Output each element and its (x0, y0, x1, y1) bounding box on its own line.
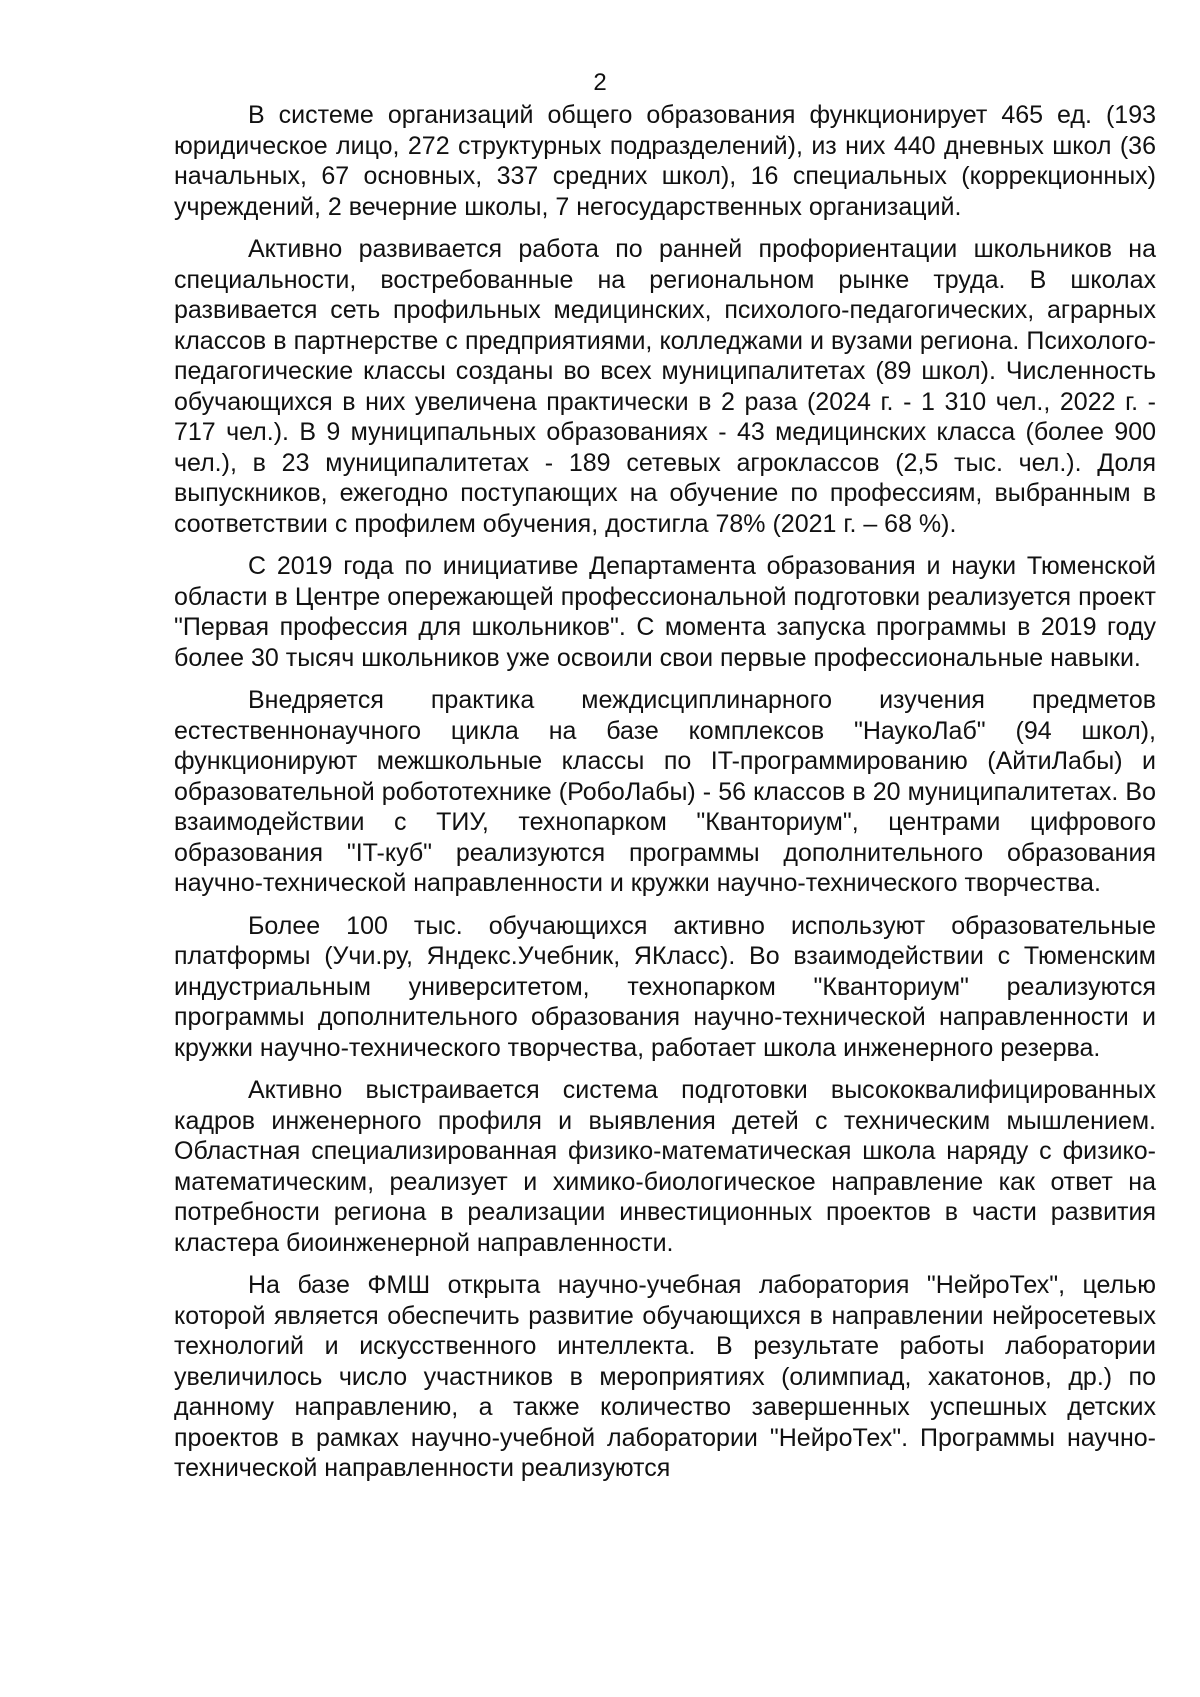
paragraph-platforms: Более 100 тыс. обучающихся активно используют образовательные платформы (Учи.ру, Яндекс.Учебник, ЯКласс). Во взаимодействии с Тюменским индустриальным университетом, технопарком "Кванториум" реализуются программы дополнительного образования научно-технической направленности и кружки научно-технического творчества, работает школа инженерного резерва. (174, 911, 1156, 1062)
paragraph-schools-network: В системе организаций общего образования функционирует 465 ед. (193 юридическое лицо, 272 структурных подразделений), из них 440 дневных школ (36 начальных, 67 основных, 337 средних школ), 16 специальных (коррекционных) учреждений, 2 вечерние школы, 7 негосударственных организаций. (174, 101, 1156, 221)
paragraph-neurotech-lab: На базе ФМШ открыта научно-учебная лаборатория "НейроТех", целью которой является обеспечить развитие обучающихся в направлении нейросетевых технологий и искусственного интеллекта. В результате работы лаборатории увеличилось число участников в мероприятиях (олимпиад, хакатонов, др.) по данному направлению, а также количество завершенных успешных детских проектов в рамках научно-учебной лаборатории "НейроТех". Программы научно-технической направленности реализуются (174, 1271, 1156, 1482)
page-number: 2 (593, 69, 607, 96)
paragraph-interdisciplinary: Внедряется практика междисциплинарного изучения предметов естественнонаучного цикла на базе комплексов "НаукоЛаб" (94 школ), функционируют межшкольные классы по IT-программированию (АйтиЛабы) и образовательной робототехнике (РобоЛабы) - 56 классов в 20 муниципалитетах. Во взаимодействии с ТИУ, технопарком "Кванториум", центрами цифрового образования "IT-куб" реализуются программы дополнительного образования научно-технической направленности и кружки научно-технического творчества. (174, 686, 1156, 897)
paragraph-career-guidance: Активно развивается работа по ранней профориентации школьников на специальности, востребованные на региональном рынке труда. В школах развивается сеть профильных медицинских, психолого-педагогических, аграрных классов в партнерстве с предприятиями, колледжами и вузами региона. Психолого-педагогические классы созданы во всех муниципалитетах (89 школ). Численность обучающихся в них увеличена практически в 2 раза (2024 г. - 1 310 чел., 2022 г. - 717 чел.). В 9 муниципальных образованиях - 43 медицинских класса (более 900 чел.), в 23 муниципалитетах - 189 сетевых агроклассов (2,5 тыс. чел.). Доля выпускников, ежегодно поступающих на обучение по профессиям, выбранным в соответствии с профилем обучения, достигла 78% (2021 г. – 68 %). (174, 235, 1156, 538)
document-body (174, 100, 1156, 1496)
paragraph-first-profession: С 2019 года по инициативе Департамента образования и науки Тюменской области в Центре опережающей профессиональной подготовки реализуется проект "Первая профессия для школьников". С момента запуска программы в 2019 году более 30 тысяч школьников уже освоили свои первые профессиональные навыки. (174, 552, 1156, 672)
paragraph-engineering-training: Активно выстраивается система подготовки высококвалифицированных кадров инженерного профиля и выявления детей с техническим мышлением. Областная специализированная физико-математическая школа наряду с физико-математическим, реализует и химико-биологическое направление как ответ на потребности региона в реализации инвестиционных проектов в части развития кластера биоинженерной направленности. (174, 1076, 1156, 1257)
